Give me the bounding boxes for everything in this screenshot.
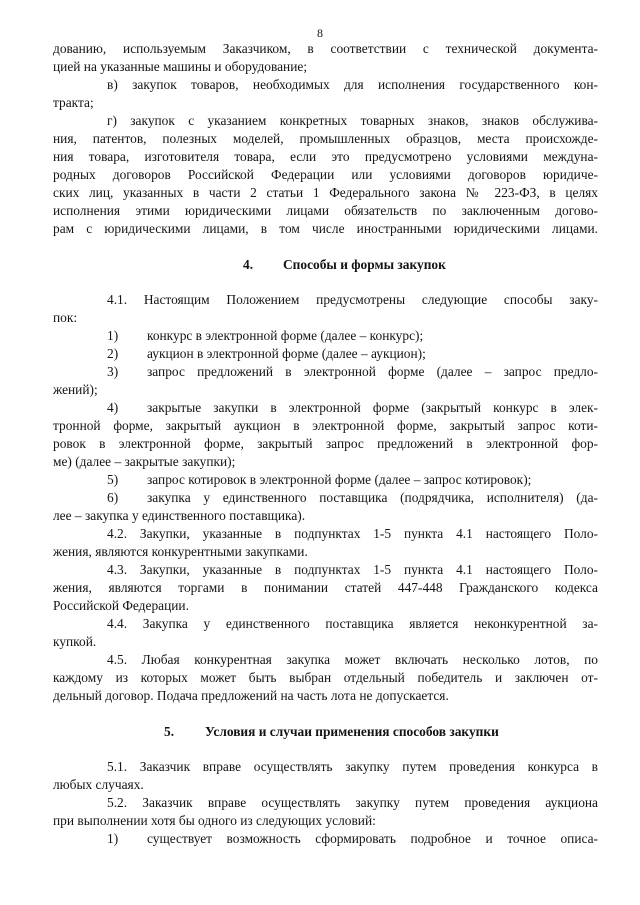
section-4-title: Способы и формы закупок xyxy=(283,257,446,272)
page-number: 8 xyxy=(317,26,323,40)
text-line: дованию, используемым Заказчиком, в соответствии с технической документа- xyxy=(53,41,598,56)
text-line: цией на указанные машины и оборудование; xyxy=(53,59,308,74)
section-5-title: Условия и случаи применения способов закупки xyxy=(205,724,499,739)
text-line: 4.4. Закупка у единственного поставщика является неконкурентной за- xyxy=(107,616,598,631)
text-line: любых случаях. xyxy=(53,777,144,792)
list-item: закрытые закупки в электронной форме (закрытый конкурс в элек- xyxy=(147,400,598,415)
list-item: запрос котировок в электронной форме (далее – запрос котировок); xyxy=(147,472,532,487)
list-number: 5) xyxy=(107,472,119,487)
list-item: закупка у единственного поставщика (подрядчика, исполнителя) (да- xyxy=(147,490,598,505)
list-item: запрос предложений в электронной форме (далее – запрос предло- xyxy=(147,364,598,379)
text-line: г) закупок с указанием конкретных товарных знаков, знаков обслужива- xyxy=(107,113,598,128)
text-line: родных договоров Российской Федерации или условиями договоров юридиче- xyxy=(53,167,598,182)
text-line: 4.3. Закупки, указанные в подпунктах 1-5 пункта 4.1 настоящего Поло- xyxy=(107,562,598,577)
list-item: аукцион в электронной форме (далее – аукцион); xyxy=(147,346,426,361)
text-line: купкой. xyxy=(53,634,97,649)
list-number: 1) xyxy=(107,328,119,343)
text-line: рам с юридическими лицами, в том числе иностранными юридическими лицами. xyxy=(53,221,598,236)
text-line: 5.1. Заказчик вправе осуществлять закупку путем проведения конкурса в xyxy=(107,759,598,774)
text-line: 5.2. Заказчик вправе осуществлять закупку путем проведения аукциона xyxy=(107,795,598,810)
text-line: Российской Федерации. xyxy=(53,598,189,613)
text-line: 4.1. Настоящим Положением предусмотрены следующие способы заку- xyxy=(107,292,598,307)
text-line: исполнения этими юридическими лицами обязательств по заключенным догово- xyxy=(53,203,598,218)
list-item: существует возможность сформировать подробное и точное описа- xyxy=(147,831,598,846)
text-line: жения, являются торгами в понимании статей 447-448 Гражданского кодекса xyxy=(53,580,598,595)
text-line: ме) (далее – закрытые закупки); xyxy=(53,454,236,469)
text-line: ния товара, изготовителя товара, если это предусмотрено условиями междуна- xyxy=(53,149,598,164)
text-line: ровок в электронной форме, закрытый запрос предложений в электронной фор- xyxy=(53,436,598,451)
text-line: жений); xyxy=(53,382,98,397)
text-line: ния, патентов, полезных моделей, промышленных образцов, места происхожде- xyxy=(53,131,598,146)
text-line: пок: xyxy=(53,310,78,325)
list-item: конкурс в электронной форме (далее – конкурс); xyxy=(147,328,424,343)
text-line: 4.2. Закупки, указанные в подпунктах 1-5 пункта 4.1 настоящего Поло- xyxy=(107,526,598,541)
list-number: 1) xyxy=(107,831,119,846)
list-number: 3) xyxy=(107,364,119,379)
section-4-number: 4. xyxy=(243,257,254,272)
text-line: тракта; xyxy=(53,95,94,110)
text-line: 4.5. Любая конкурентная закупка может включать несколько лотов, по xyxy=(107,652,598,667)
list-number: 6) xyxy=(107,490,119,505)
list-number: 4) xyxy=(107,400,119,415)
section-5-number: 5. xyxy=(164,724,175,739)
text-line: в) закупок товаров, необходимых для исполнения государственного кон- xyxy=(107,77,598,92)
text-line: тронной форме, закрытый аукцион в электронной форме, закрытый запрос коти- xyxy=(53,418,598,433)
text-line: лее – закупка у единственного поставщика). xyxy=(53,508,306,523)
text-line: при выполнении хотя бы одного из следующих условий: xyxy=(53,813,376,828)
text-line: дельный договор. Подача предложений на часть лота не допускается. xyxy=(53,688,449,703)
text-line: ских лиц, указанных в части 2 статьи 1 Федерального закона № 223-ФЗ, в целях xyxy=(53,185,598,200)
list-number: 2) xyxy=(107,346,119,361)
text-line: каждому из которых может быть выбран отдельный победитель и заключен от- xyxy=(53,670,598,685)
text-line: жения, являются конкурентными закупками. xyxy=(53,544,308,559)
